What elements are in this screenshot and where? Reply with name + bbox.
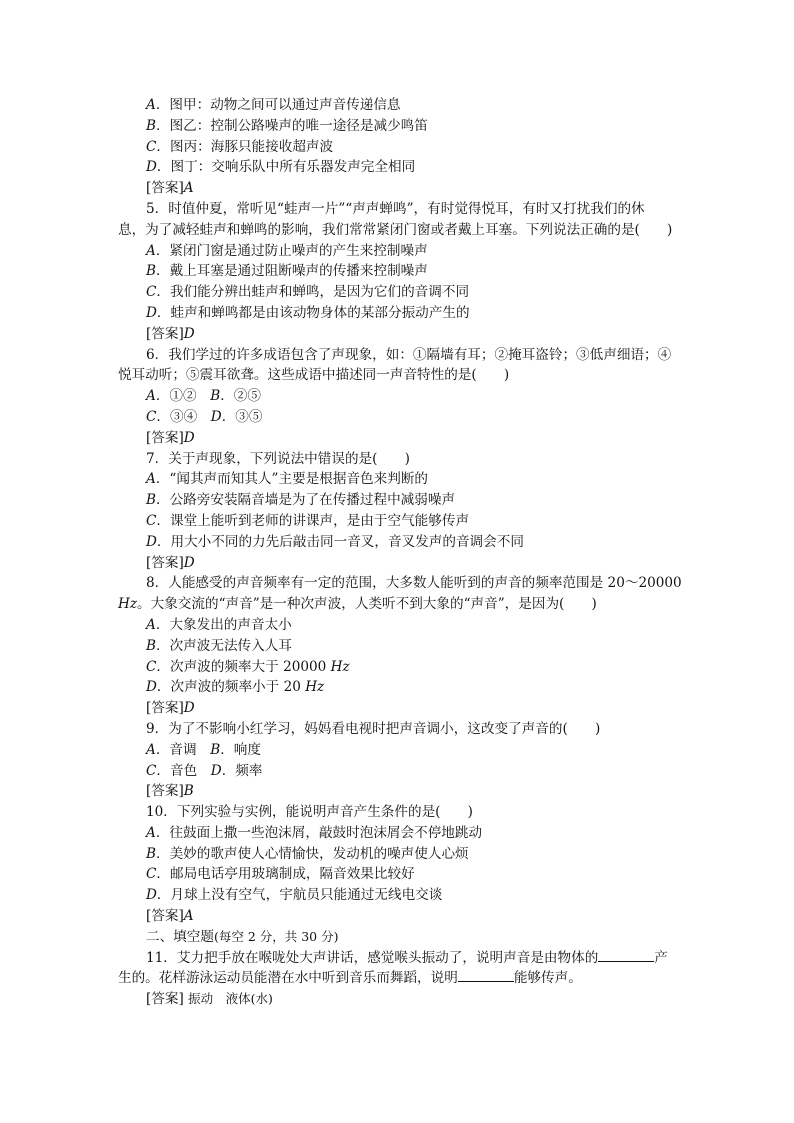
q5-answer: [答案]D <box>146 325 195 342</box>
q8-answer: [答案]D <box>146 700 195 717</box>
q9-stem-line1: 9．为了不影响小红学习，妈妈看电视时把声音调小，这改变了声音的( ) <box>146 720 601 737</box>
q10-option-d: D．月球上没有空气，宇航员只能通过无线电交谈 <box>146 887 443 904</box>
q4-option-c: C．图丙：海豚只能接收超声波 <box>146 138 334 155</box>
document-page <box>118 95 680 1010</box>
q5-stem-line1: 5．时值仲夏，常听见“蛙声一片”“声声蝉鸣”，有时觉得悦耳，有时又打扰我们的休 <box>146 200 645 217</box>
q4-option-a: A．图甲：动物之间可以通过声音传递信息 <box>146 97 401 113</box>
q7-stem-line1: 7．关于声现象，下列说法中错误的是( ) <box>146 450 410 467</box>
q6-answer: [答案]D <box>146 429 195 446</box>
q6-options-ab: A．①② B．②⑤ <box>146 388 261 405</box>
q8-option-c: C．次声波的频率大于 20000 Hz <box>146 658 350 675</box>
q5-option-c: C．我们能分辨出蛙声和蝉鸣，是因为它们的音调不同 <box>146 284 470 301</box>
q8-stem-line1: 8．人能感受的声音频率有一定的范围，大多数人能听到的声音的频率范围是 20～20000 <box>146 575 682 592</box>
q6-stem-line1: 6．我们学过的许多成语包含了声现象，如：①隔墙有耳；②掩耳盗铃；③低声细语；④ <box>146 346 672 363</box>
q6-stem-line2: 悦耳动听；⑤震耳欲聋。这些成语中描述同一声音特性的是( ) <box>118 367 510 384</box>
q9-answer: [答案]B <box>146 783 194 800</box>
q7-answer: [答案]D <box>146 554 195 571</box>
q11-blank-2 <box>458 969 514 982</box>
q8-stem-line2: Hz。大象交流的“声音”是一种次声波，人类听不到大象的“声音”，是因为( ) <box>118 596 597 613</box>
q5-option-b: B．戴上耳塞是通过阻断噪声的传播来控制噪声 <box>146 263 428 280</box>
q8-option-d: D．次声波的频率小于 20 Hz <box>146 679 325 696</box>
q10-option-a: A．往鼓面上撒一些泡沫屑，敲鼓时泡沫屑会不停地跳动 <box>146 824 483 841</box>
q11-stem-line1: 11．艾力把手放在喉咙处大声讲话，感觉喉头振动了，说明声音是由物体的 产 <box>146 949 668 966</box>
q11-blank-1 <box>598 949 654 962</box>
q5-option-a: A．紧闭门窗是通过防止噪声的产生来控制噪声 <box>146 242 428 259</box>
section-heading-fill-in: 二、填空题(每空 2 分，共 30 分) <box>146 928 339 945</box>
q8-option-a: A．大象发出的声音太小 <box>146 616 292 633</box>
q7-option-c: C．课堂上能听到老师的讲课声，是由于空气能够传声 <box>146 512 470 529</box>
q5-stem-line2: 息，为了减轻蛙声和蝉鸣的影响，我们常常紧闭门窗或者戴上耳塞。下列说法正确的是( ) <box>118 221 673 238</box>
q8-option-b: B．次声波无法传入人耳 <box>146 637 292 654</box>
q7-option-b: B．公路旁安装隔音墙是为了在传播过程中减弱噪声 <box>146 492 456 509</box>
q6-options-cd: C．③④ D．③⑤ <box>146 408 263 425</box>
q4-option-b: B．图乙：控制公路噪声的唯一途径是减少鸣笛 <box>146 117 428 134</box>
q7-option-a: A．“闻其声而知其人”主要是根据音色来判断的 <box>146 471 429 488</box>
q10-option-b: B．美妙的歌声使人心情愉快，发动机的噪声使人心烦 <box>146 845 469 862</box>
q4-option-d: D．图丁：交响乐队中所有乐器发声完全相同 <box>146 159 416 176</box>
q7-option-d: D．用大小不同的力先后敲击同一音叉，音叉发声的音调会不同 <box>146 533 524 550</box>
q11-stem-line2: 生的。花样游泳运动员能潜在水中听到音乐而舞蹈，说明 能够传声。 <box>118 970 582 987</box>
q9-options-cd: C．音色 D．频率 <box>146 762 263 779</box>
q11-answer: [答案] 振动 液体(水) <box>146 991 273 1008</box>
q10-option-c: C．邮局电话亭用玻璃制成，隔音效果比较好 <box>146 866 415 883</box>
q10-answer: [答案]A <box>146 908 194 925</box>
q4-answer: [答案]A <box>146 180 194 197</box>
q10-stem-line1: 10．下列实验与实例，能说明声音产生条件的是( ) <box>146 804 473 821</box>
q9-options-ab: A．音调 B．响度 <box>146 741 261 758</box>
q5-option-d: D．蛙声和蝉鸣都是由该动物身体的某部分振动产生的 <box>146 304 470 321</box>
